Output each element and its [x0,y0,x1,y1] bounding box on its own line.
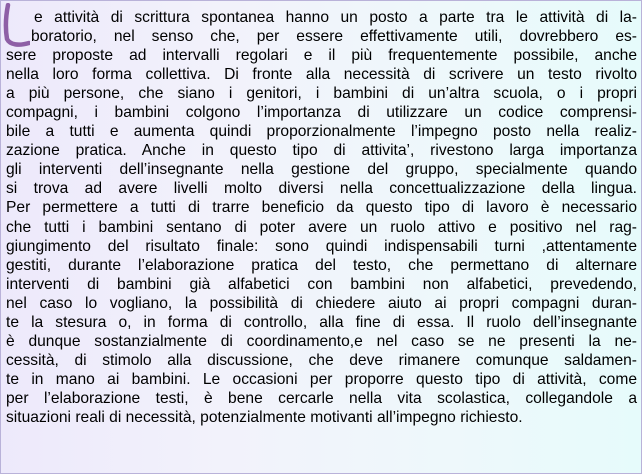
text-line: giungimento del risultato finale: sono quindi indispensabili turni ,attentamente [6,237,637,255]
text-line: Per permettere a tutti di trarre beneficio da questo tipo di lavoro è necessario [6,199,637,217]
text-line: cessità, di stimolo alla discussione, che deve rimanere comunque saldamen- [6,351,637,369]
text-line: nel caso lo vogliano, la possibilità di chiedere aiuto ai propri compagni duran- [6,294,637,312]
text-line: si trova ad avere livelli molto diversi nella concettualizzazione della lingua. [6,180,637,198]
text-line: gestiti, durante l’elaborazione pratica del testo, che permettano di alternare [6,256,637,274]
text-line: situazioni reali di necessità, potenzialmente motivanti all’impegno richiesto. [6,408,523,426]
text-line: interventi di bambini già alfabetici con bambini non alfabetici, prevedendo, [6,275,637,293]
text-line: boratorio, nel senso che, per essere effettivamente utili, dovrebbero es- [31,28,637,46]
text-line: che tutti i bambini sentano di poter avere un ruolo attivo e positivo nel rag- [6,218,637,236]
body-paragraph [6,8,637,427]
text-line: e attività di scrittura spontanea hanno un posto a parte tra le attività di la- [34,9,637,26]
text-line: te la stesura o, in forma di controllo, alla fine di essa. Il ruolo dell’insegnante [6,313,637,331]
text-line: te in mano ai bambini. Le occasioni per proporre questo tipo di attività, come [6,370,637,388]
text-line: bile a tutti e aumenta quindi proporzionalmente l’impegno posto nella realiz- [6,123,637,141]
text-line: è dunque sostanzialmente di coordinamento,e nel caso se ne presenti la ne- [6,332,637,350]
text-line: gli interventi dell’insegnante nella gestione del gruppo, specialmente quando [6,161,637,179]
text-line: nella loro forma collettiva. Di fronte alla necessità di scrivere un testo rivolto [6,66,637,84]
text-line: a più persone, che siano i genitori, i bambini di un’altra scuola, o i propri [6,85,637,103]
text-line: sere proposte ad intervalli regolari e il più frequentemente possibile, anche [6,47,637,65]
text-line: compagni, i bambini colgono l’importanza di utilizzare un codice comprensi- [6,104,637,122]
text-line: per l’elaborazione testi, è bene cercarle nella vita scolastica, collegandole a [6,389,637,407]
text-line: zazione pratica. Anche in questo tipo di attivita’, rivestono larga importanza [6,142,637,160]
